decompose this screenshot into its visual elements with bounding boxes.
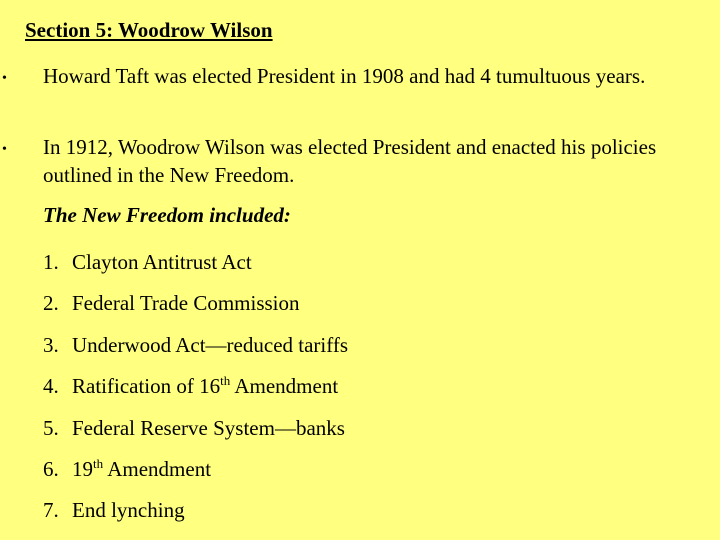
list-text-pre: 19	[72, 457, 93, 481]
list-text: Underwood Act—reduced tariffs	[72, 333, 349, 357]
list-text-superscript: th	[93, 456, 104, 471]
list-text-superscript: th	[220, 373, 231, 388]
list-text-pre: Ratification of 16	[72, 374, 221, 398]
bullet-icon: •	[2, 142, 7, 157]
new-freedom-heading: The New Freedom included:	[43, 203, 291, 227]
list-item	[43, 250, 252, 275]
list-number: 3.	[43, 333, 59, 357]
list-number: 6.	[43, 457, 59, 481]
bullet-icon: •	[2, 71, 7, 86]
list-text-post: Amendment	[103, 457, 212, 481]
section-title: Section 5: Woodrow Wilson	[25, 18, 273, 42]
list-item	[43, 498, 185, 523]
list-text: End lynching	[72, 498, 185, 522]
list-number: 1.	[43, 250, 59, 274]
list-number: 2.	[43, 291, 59, 315]
list-item	[43, 333, 348, 358]
list-text: Federal Reserve System—banks	[72, 416, 345, 440]
list-item	[43, 416, 345, 441]
bullet-text: In 1912, Woodrow Wilson was elected President and enacted his policies outlined in the New Freedom.	[43, 135, 657, 187]
list-text: Federal Trade Commission	[72, 291, 300, 315]
list-item	[43, 457, 211, 482]
list-number: 4.	[43, 374, 59, 398]
list-number: 7.	[43, 498, 59, 522]
list-number: 5.	[43, 416, 59, 440]
list-text-post: Amendment	[230, 374, 339, 398]
bullet-text: Howard Taft was elected President in 1908 and had 4 tumultuous years.	[43, 64, 646, 88]
list-text: Clayton Antitrust Act	[72, 250, 252, 274]
list-item	[43, 374, 338, 399]
list-item	[43, 291, 300, 316]
